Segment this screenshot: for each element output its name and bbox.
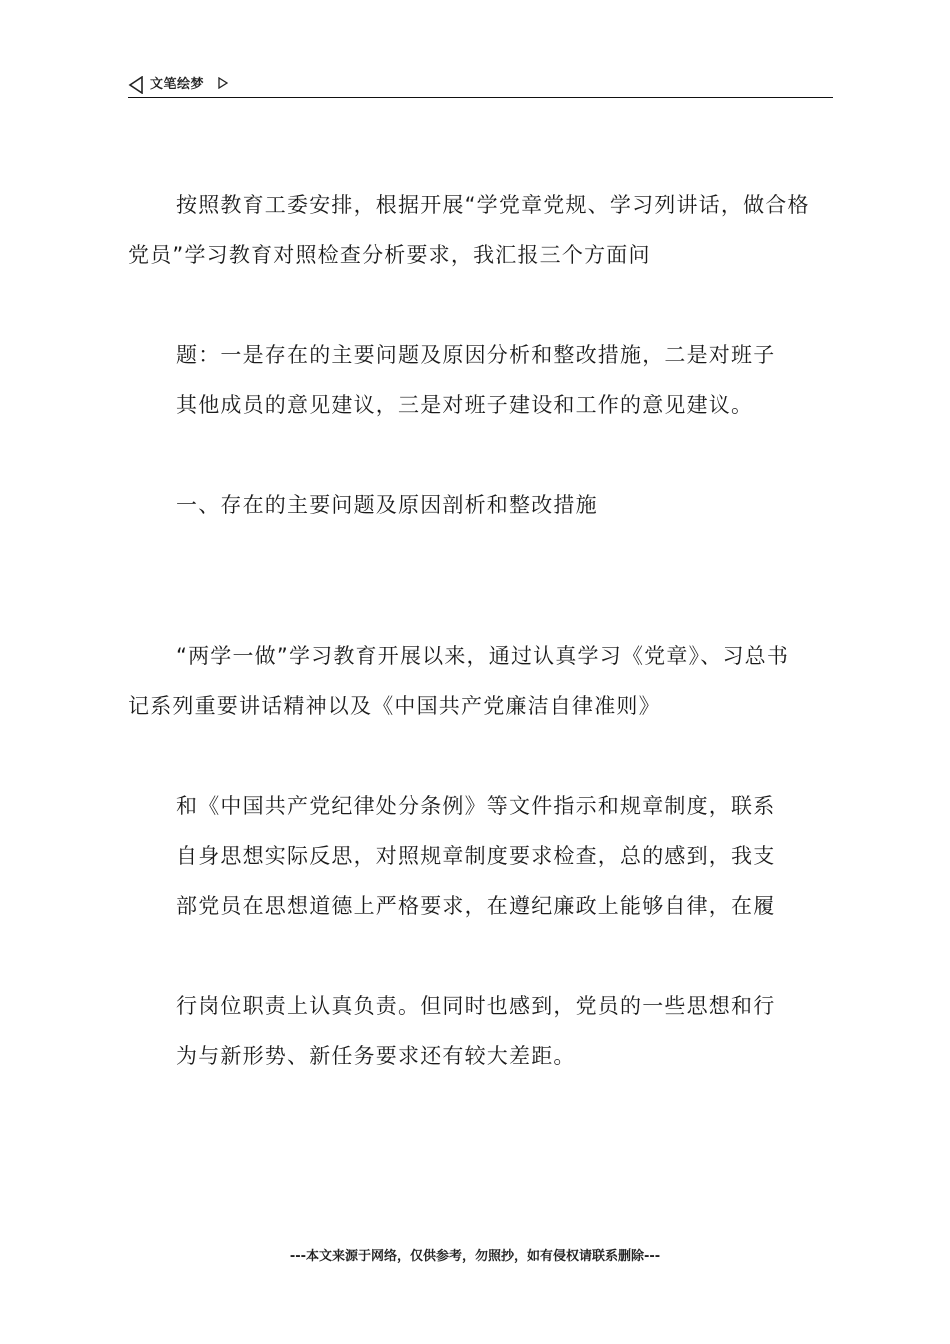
body-line: 和《中国共产党纪律处分条例》等文件指示和规章制度，联系 xyxy=(176,794,776,818)
triangle-left-icon xyxy=(128,76,144,94)
body-line: 记系列重要讲话精神以及《中国共产党廉洁自律准则》 xyxy=(128,694,661,718)
body-line: 自身思想实际反思，对照规章制度要求检查，总的感到，我支 xyxy=(176,844,776,868)
section-heading: 一、存在的主要问题及原因剖析和整改措施 xyxy=(176,493,598,517)
body-line: 按照教育工委安排，根据开展“学党章党规、学习列讲话，做合格 xyxy=(176,193,810,217)
body-line: 行岗位职责上认真负责。但同时也感到，党员的一些思想和行 xyxy=(176,994,776,1018)
body-line: 部党员在思想道德上严格要求，在遵纪廉政上能够自律，在履 xyxy=(176,894,776,918)
header-title: 文笔绘梦 xyxy=(150,77,205,92)
header-divider xyxy=(128,97,833,98)
page-header xyxy=(128,74,832,98)
footer-disclaimer: ---本文来源于网络，仅供参考，勿照抄，如有侵权请联系删除--- xyxy=(289,1249,661,1264)
triangle-right-icon xyxy=(218,77,228,89)
body-line: 党员”学习教育对照检查分析要求，我汇报三个方面问 xyxy=(128,243,651,267)
body-line: 为与新形势、新任务要求还有较大差距。 xyxy=(176,1044,576,1068)
body-line: “两学一做”学习教育开展以来，通过认真学习《党章》、习总书 xyxy=(176,644,790,668)
body-line: 题：一是存在的主要问题及原因分析和整改措施，二是对班子 xyxy=(176,343,776,367)
body-line: 其他成员的意见建议，三是对班子建设和工作的意见建议。 xyxy=(176,393,754,417)
